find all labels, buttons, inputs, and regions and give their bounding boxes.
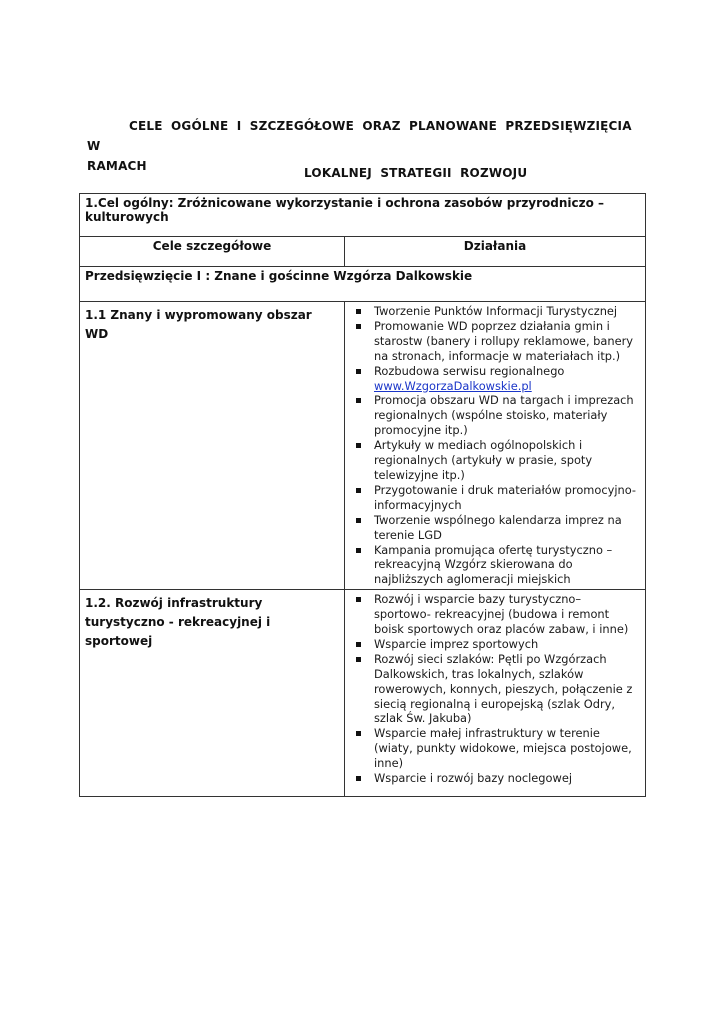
column-header-specific-goals: Cele szczegółowe xyxy=(80,237,345,267)
list-item: Wsparcie i rozwój bazy noclegowej xyxy=(354,771,640,786)
bullet-icon xyxy=(356,309,361,314)
general-goal-cell: 1.Cel ogólny: Zróżnicowane wykorzystanie i ochrona zasobów przyrodniczo – kulturowych xyxy=(80,194,646,237)
bullet-icon xyxy=(356,776,361,781)
list-item: Rozbudowa serwisu regionalnego www.WzgorzaDalkowskie.pl xyxy=(354,364,640,394)
list-item: Tworzenie Punktów Informacji Turystycznej xyxy=(354,304,640,319)
list-item: Rozwój sieci szlaków: Pętli po Wzgórzach Dalkowskich, tras lokalnych, szlaków rowerowych, konnych, pieszych, połączenie z siecią regionalną i europejską (szlak Odry, szlak Św. Jakuba) xyxy=(354,652,640,727)
bullet-icon xyxy=(356,657,361,662)
title-line1: CELE OGÓLNE I SZCZEGÓŁOWE ORAZ PLANOWANE PRZEDSIĘWZIĘCIA W xyxy=(87,119,632,153)
title-line1-cont: RAMACH xyxy=(87,159,147,173)
project-cell: Przedsięwzięcie I : Znane i gościnne Wzgórza Dalkowskie xyxy=(80,267,646,302)
bullet-icon xyxy=(356,324,361,329)
document-subtitle: LOKALNEJ STRATEGII ROZWOJU xyxy=(304,166,528,180)
list-item: Wsparcie małej infrastruktury w terenie (wiaty, punkty widokowe, miejsca postojowe, inne) xyxy=(354,726,640,771)
bullet-icon xyxy=(356,597,361,602)
strategy-table xyxy=(79,193,646,797)
list-item: Tworzenie wspólnego kalendarza imprez na terenie LGD xyxy=(354,513,640,543)
list-item: Kampania promująca ofertę turystyczno – rekreacyjną Wzgórz skierowana do najbliższych aglomeracji miejskich xyxy=(354,543,640,588)
actions-list xyxy=(350,592,640,786)
specific-goal-cell: 1.2. Rozwój infrastruktury turystyczno - rekreacyjnej i sportowej xyxy=(80,590,345,797)
bullet-icon xyxy=(356,731,361,736)
list-item: Rozwój i wsparcie bazy turystyczno– sportowo- rekreacyjnej (budowa i remont boisk sportowych oraz placów zabaw, i inne) xyxy=(354,592,640,637)
list-item: Wsparcie imprez sportowych xyxy=(354,637,640,652)
bullet-icon xyxy=(356,369,361,374)
table-row xyxy=(80,590,646,797)
list-item: Artykuły w mediach ogólnopolskich i regionalnych (artykuły w prasie, spoty telewizyjne itp.) xyxy=(354,438,640,483)
list-item: Promocja obszaru WD na targach i imprezach regionalnych (wspólne stoisko, materiały promocyjne itp.) xyxy=(354,393,640,438)
actions-cell xyxy=(345,590,646,797)
bullet-icon xyxy=(356,518,361,523)
bullet-icon xyxy=(356,488,361,493)
specific-goal-cell: 1.1 Znany i wypromowany obszar WD xyxy=(80,302,345,590)
bullet-icon xyxy=(356,642,361,647)
column-header-actions: Działania xyxy=(345,237,646,267)
actions-cell xyxy=(345,302,646,590)
table-row xyxy=(80,302,646,590)
bullet-icon xyxy=(356,443,361,448)
bullet-icon xyxy=(356,548,361,553)
bullet-icon xyxy=(356,398,361,403)
list-item: Promowanie WD poprzez działania gmin i starostw (banery i rollupy reklamowe, banery na stronach, informacje w materiałach itp.) xyxy=(354,319,640,364)
website-link[interactable]: www.WzgorzaDalkowskie.pl xyxy=(374,378,532,393)
actions-list xyxy=(350,304,640,587)
list-item: Przygotowanie i druk materiałów promocyjno-informacyjnych xyxy=(354,483,640,513)
